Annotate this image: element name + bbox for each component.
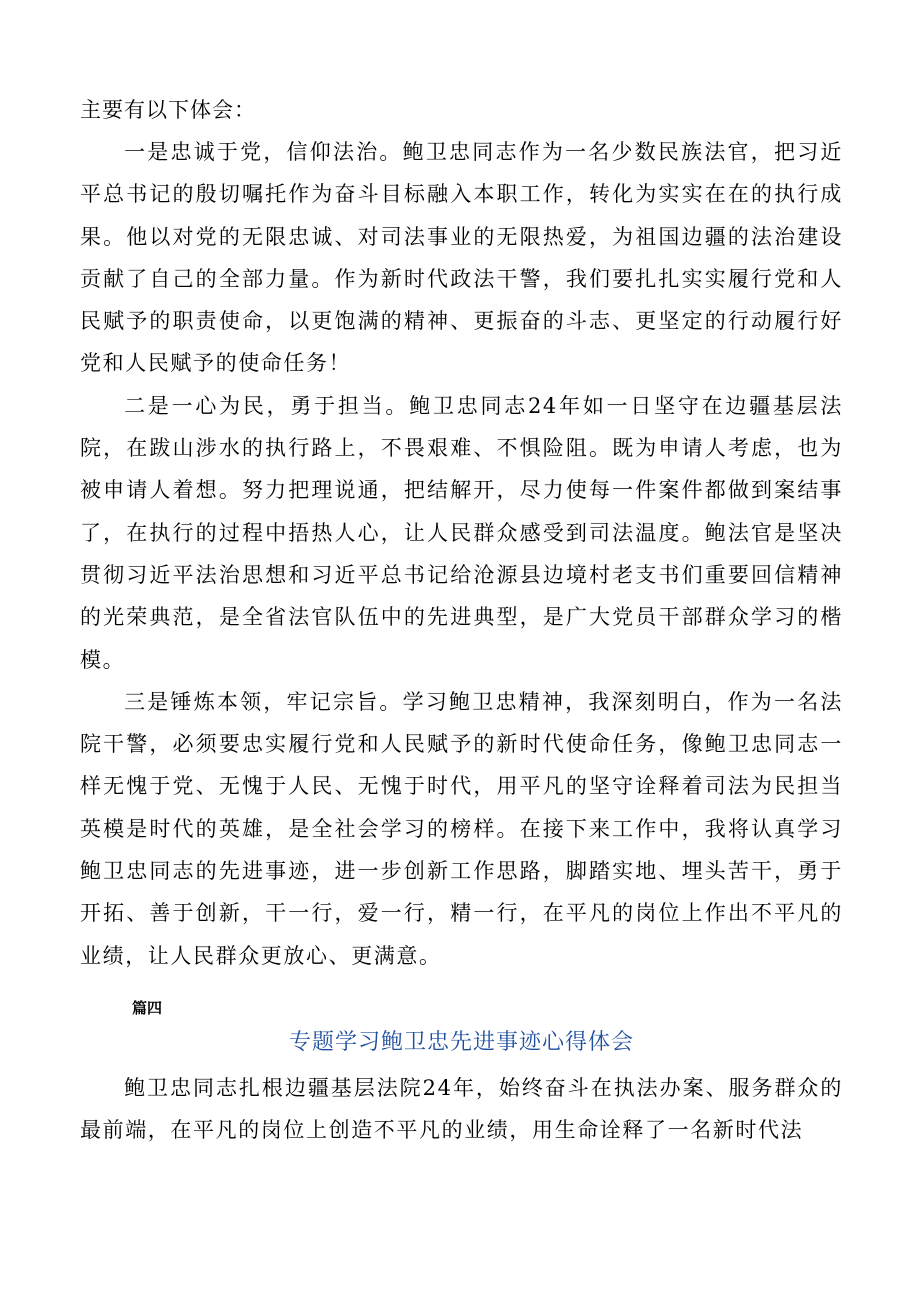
paragraph-body: 鲍卫忠同志24年如一日坚守在边疆基层法院，在跋山涉水的执行路上，不畏艰难、不惧险阻。既为申请人考虑，也为被申请人着想。努力把理说通，把结解开，尽力使每一件案件都做到案结事了，在执行的过程中捂热人心，让人民群众感受到司法温度。鲍法官是坚决贯彻习近平法治思想和习近平总书记给沧源县边境村老支书们重要回信精神的光荣典范，是全省法官队伍中的先进典型，是广大党员干部群众学习的楷模。	[80, 393, 843, 672]
paragraph-lead: 三是锤炼本领，牢记宗旨。	[124, 689, 403, 714]
paragraph-skills	[80, 681, 843, 977]
intro-line: 主要有以下体会：	[80, 98, 256, 122]
closing-paragraph: 鲍卫忠同志扎根边疆基层法院24年，始终奋斗在执法办案、服务群众的最前端，在平凡的岗位上创造不平凡的业绩，用生命诠释了一名新时代法	[80, 1075, 843, 1143]
paragraph-service	[80, 385, 843, 681]
paragraph-loyalty	[80, 131, 843, 385]
paragraph-lead: 一是忠诚于党，信仰法治。	[124, 140, 403, 164]
paragraph-lead: 二是一心为民，勇于担当。	[124, 393, 410, 418]
paragraph-body: 学习鲍卫忠精神，我深刻明白，作为一名法院干警，必须要忠实履行党和人民赋予的新时代使命任务，像鲍卫忠同志一样无愧于党、无愧于人民、无愧于时代，用平凡的坚守诠释着司法为民担当英模是时代的英雄，是全社会学习的榜样。在接下来工作中，我将认真学习鲍卫忠同志的先进事迹，进一步创新工作思路，脚踏实地、埋头苦干，勇于开拓、善于创新，干一行，爱一行，精一行，在平凡的岗位上作出不平凡的业绩，让人民群众更放心、更满意。	[80, 689, 844, 968]
section-label: 篇四	[132, 998, 163, 1017]
section-title: 专题学习鲍卫忠先进事迹心得体会	[288, 1029, 634, 1055]
paragraph-body: 鲍卫忠同志作为一名少数民族法官，把习近平总书记的殷切嘱托作为奋斗目标融入本职工作，转化为实实在在的执行成果。他以对党的无限忠诚、对司法事业的无限热爱，为祖国边疆的法治建设贡献了自己的全部力量。作为新时代政法干警，我们要扎扎实实履行党和人民赋予的职责使命，以更饱满的精神、更振奋的斗志、更坚定的行动履行好党和人民赋予的使命任务！	[80, 140, 844, 376]
